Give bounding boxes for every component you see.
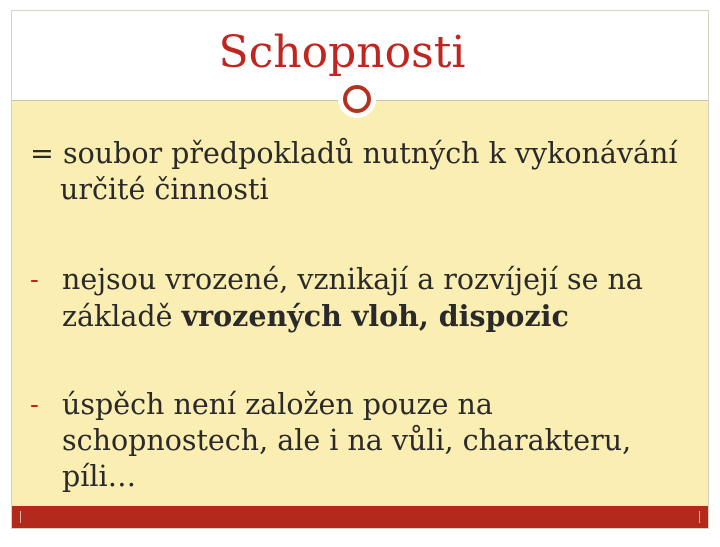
slide-title: Schopnosti — [218, 27, 466, 78]
ring-inner — [343, 85, 371, 113]
definition-text: = soubor předpokladů nutných k vykonávání určité činnosti — [30, 137, 678, 206]
bullet-marker: - — [30, 390, 39, 420]
bullet-text: úspěch není založen pouze na schopnostech, ale i na vůli, charakteru, píli… — [62, 388, 632, 493]
bullet-item-2 — [30, 387, 700, 495]
ring-ornament-icon — [338, 80, 376, 118]
bullet-item-1 — [30, 262, 700, 335]
bullet-text-bold: vrozených vloh, dispozic — [181, 299, 569, 333]
slide-body — [30, 136, 700, 547]
footer-bar — [12, 506, 708, 528]
bullet-marker: - — [30, 265, 39, 295]
bullet-text: nejsou vrozené, vznikají a rozvíjejí se na základě — [62, 263, 643, 333]
